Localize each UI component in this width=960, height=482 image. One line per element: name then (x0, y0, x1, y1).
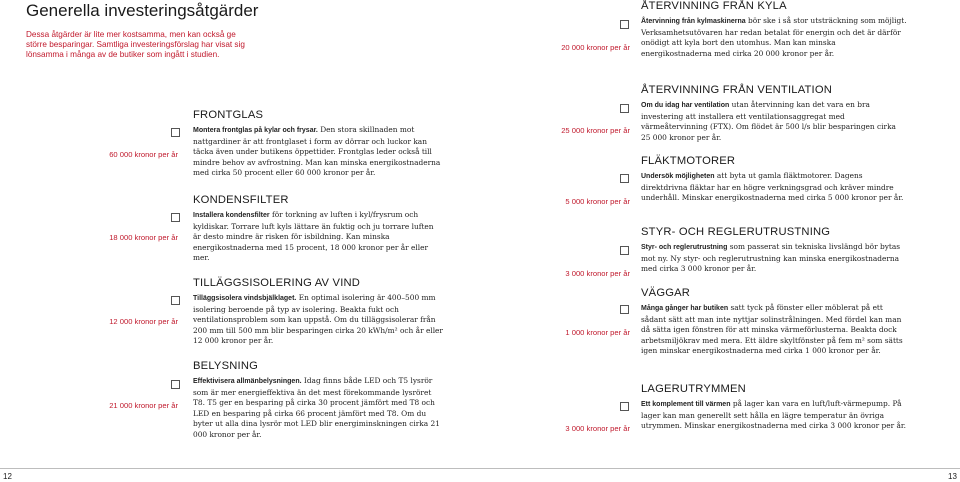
section-lead: Ett komplement till värmen (641, 401, 731, 408)
page-number-left: 12 (3, 472, 12, 481)
section-text: som passerat sin tekniska livslängd bör bytas mot ny. Ny styr- och reglerutrustning kan minska energikostnaderna med cirka 3 000 kronor per år. (641, 242, 901, 274)
section-flaktmotorer (641, 155, 907, 204)
section-lagerutrymmen (641, 383, 907, 432)
section-body (193, 125, 443, 179)
section-text: bör ske i så stor utsträckning som möjligt. Verksamhetsutövaren har redan betalat för energin och det är därför onödigt att kyla bort den utomhus. Man kan minska energikostnaderna med cirka 20 000 kronor per år. (641, 16, 907, 58)
section-heading: FRONTGLAS (193, 109, 264, 121)
checkbox[interactable] (171, 213, 180, 222)
savings-amount: 18 000 kronor per år (109, 233, 178, 242)
section-text: Idag finns både LED och T5 lysrör som är mer energieffektiva än det mest förekommande lysröret T8. T5 ger en besparing på cirka 30 procent jämfört med T8 och LED en besparing på cirka 66 procent jämfört med T8. Om du byter ut alla dina lysrör mot LED blir energiminskningen cirka 21 000 kronor per år. (193, 376, 440, 439)
section-heading: KONDENSFILTER (193, 194, 289, 206)
section-text: på lager kan vara en luft/luft-värmepump. På lager kan man generellt sett hålla en lägre temperatur än övriga utrymmen. Minskar energikostnaderna med cirka 3 000 kronor per år. (641, 399, 906, 431)
savings-amount: 3 000 kronor per år (565, 269, 630, 278)
section-belysning (193, 360, 443, 441)
section-text: för torkning av luften i kyl/frysrum och kyldiskar. Torrare luft kyls lättare än fuktig och ju torrare luften är desto mindre är risken för isbildning. Kan minska energikostnaderna med 15 procent, 18 000 kronor per år eller mer. (193, 210, 434, 263)
section-text: Den stora skillnaden mot nattgardiner är att frontglaset i form av dörrar och luckor kan täcka även under butikens öppettider. Frontglas leder också till mindre behov av avfrostning. Man kan minska energikostnaderna med cirka 50 procent eller 60 000 kronor per år. (193, 125, 441, 178)
section-text: att byta ut gamla fläktmotorer. Dagens direktdrivna fläktar har en högre verkningsgrad och kräver mindre underhåll. Minskar energikostnaderna med cirka 5 000 kronor per år. (641, 171, 904, 203)
savings-amount: 20 000 kronor per år (561, 43, 630, 52)
section-heading: TILLÄGGSISOLERING AV VIND (193, 277, 361, 289)
savings-amount: 1 000 kronor per år (565, 328, 630, 337)
checkbox[interactable] (171, 380, 180, 389)
section-heading: ÅTERVINNING FRÅN VENTILATION (641, 84, 833, 96)
section-atervinning-ventilation (641, 84, 907, 143)
checkbox[interactable] (171, 296, 180, 305)
savings-amount: 5 000 kronor per år (565, 197, 630, 206)
savings-amount: 25 000 kronor per år (561, 126, 630, 135)
checkbox[interactable] (620, 246, 629, 255)
section-body (641, 171, 907, 204)
section-heading: BELYSNING (193, 360, 259, 372)
page-title: Generella investeringsåtgärder (26, 1, 259, 20)
section-lead: Återvinning från kylmaskinerna (641, 18, 746, 25)
checkbox[interactable] (620, 305, 629, 314)
section-text: En optimal isolering är 400–500 mm isolering beroende på typ av isolering. Beakta fukt och ventilationsproblem som kan uppstå. Om du tilläggsisolerar från 200 mm till 500 mm blir besparingen cirka 20 kWh/m² och år eller 12 000 kronor per år. (193, 293, 443, 346)
section-atervinning-kyla (641, 0, 907, 59)
section-lead: Installera kondensfilter (193, 212, 270, 219)
section-kondensfilter (193, 194, 443, 264)
intro-text (26, 30, 256, 61)
section-heading: ÅTERVINNING FRÅN KYLA (641, 0, 787, 12)
section-lead: Effektivisera allmänbelysningen. (193, 378, 302, 385)
section-lead: Många gånger har butiken (641, 305, 729, 312)
section-heading: FLÄKTMOTORER (641, 155, 736, 167)
section-styr-regler (641, 226, 907, 275)
intro-line: Dessa åtgärder är lite mer kostsamma, men kan också ge (26, 30, 236, 39)
savings-amount: 21 000 kronor per år (109, 401, 178, 410)
section-lead: Tilläggsisolera vindsbjälklaget. (193, 295, 297, 302)
checkbox[interactable] (620, 20, 629, 29)
intro-line: lönsamma i många av de butiker som ingått i studien. (26, 50, 220, 60)
section-text: satt tyck på fönster eller möblerat på ett sådant sätt att man inte nyttjar solinstrålningen. Med fördel kan man då sätta igen fönstren för att minska värmeförlusterna. Beakta dock arbetsmiljökrav med mera. Ett äldre skyltfönster på fem m² som sätts igen minskar energikostnaderna med cirka 1 000 kronor per år. (641, 303, 903, 356)
section-lead: Om du idag har ventilation (641, 102, 730, 109)
section-lead: Styr- och reglerutrustning (641, 244, 728, 251)
checkbox[interactable] (620, 402, 629, 411)
section-text: utan återvinning kan det vara en bra investering att installera ett ventilationsaggregat med värmeåtervinning (FTX). Om flödet är 500 l/s blir besparingen cirka 25 000 kronor per år. (641, 100, 896, 142)
section-tillaggsisolering (193, 277, 443, 347)
savings-amount: 3 000 kronor per år (565, 424, 630, 433)
section-heading: VÄGGAR (641, 287, 691, 299)
section-body (193, 210, 443, 264)
checkbox[interactable] (620, 174, 629, 183)
section-body (193, 293, 443, 347)
page-number-right: 13 (948, 472, 957, 481)
section-frontglas (193, 109, 443, 179)
section-lead: Undersök möjligheten (641, 173, 715, 180)
section-lead: Montera frontglas på kylar och frysar. (193, 127, 318, 134)
page-divider (0, 468, 960, 469)
section-heading: LAGERUTRYMMEN (641, 383, 746, 395)
section-body (193, 376, 443, 441)
section-vaggar (641, 287, 907, 357)
section-body (641, 242, 907, 275)
savings-amount: 60 000 kronor per år (109, 150, 178, 159)
section-body (641, 303, 907, 357)
section-body (641, 16, 907, 59)
section-heading: STYR- OCH REGLERUTRUSTNING (641, 226, 831, 238)
checkbox[interactable] (171, 128, 180, 137)
checkbox[interactable] (620, 104, 629, 113)
section-body (641, 100, 907, 143)
section-body (641, 399, 907, 432)
savings-amount: 12 000 kronor per år (109, 317, 178, 326)
intro-line: större besparingar. Samtliga investeringsförslag har visat sig (26, 40, 245, 50)
